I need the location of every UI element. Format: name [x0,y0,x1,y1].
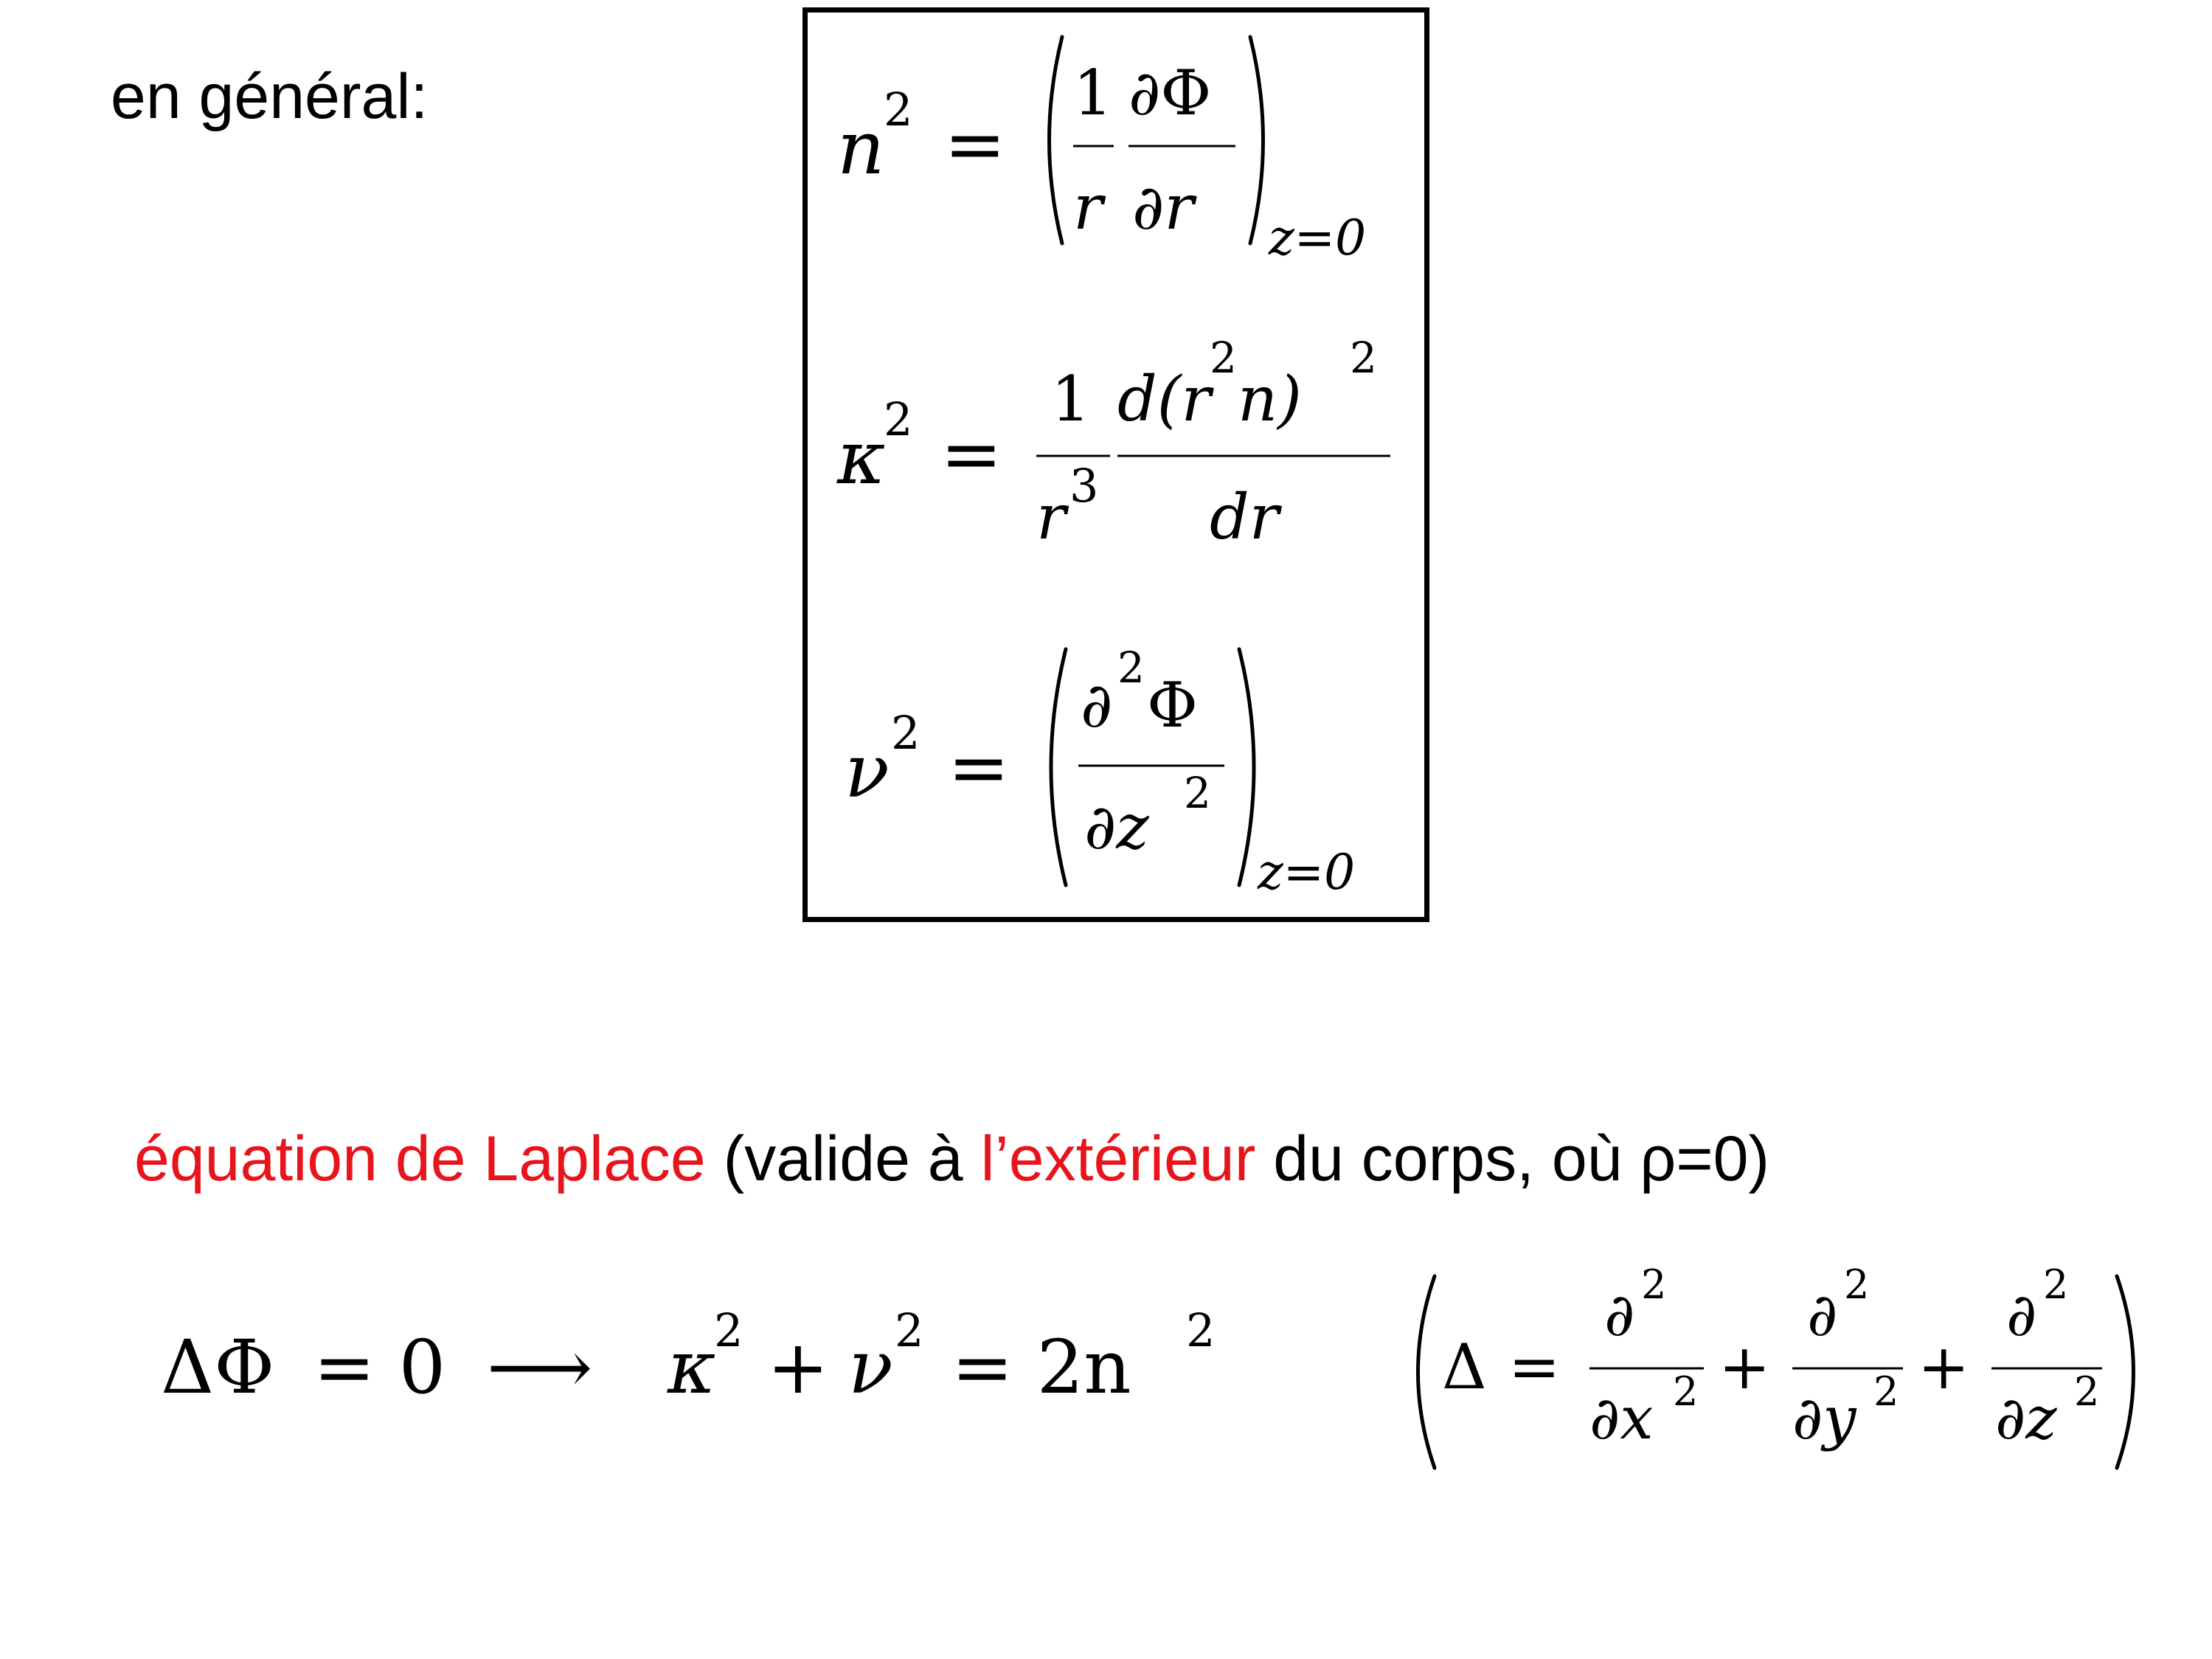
laplacian-x-num: ∂ [1604,1281,1635,1349]
laplace-exterior-highlight: l’extérieur [980,1123,1256,1194]
eq-kappa-lhs: κ [837,415,886,501]
eq-n-lhs: n [837,105,885,191]
eq-kappa-frac-num-exp1: 2 [1210,333,1237,383]
eq-nu-lhs: ν [845,728,890,814]
laplacian-z-num-exp: 2 [2043,1261,2069,1308]
eq-nu-frac-num-b: Φ [1147,669,1198,741]
laplacian-z-den-exp: 2 [2074,1368,2100,1415]
laplacian-x-den-exp: 2 [1673,1368,1699,1415]
eq-nu-lhs-exponent: 2 [891,706,920,760]
bottom-kappa-exponent: 2 [714,1303,743,1357]
eq-n-lhs-exponent: 2 [884,83,913,136]
laplace-title: équation de Laplace [134,1123,706,1194]
bottom-equals-2n: = 2n [951,1324,1131,1410]
laplacian-definition [1418,1261,2134,1468]
eq-n-frac-den: ∂r [1132,171,1194,243]
bottom-equation [161,1303,1215,1410]
eq-kappa-equals: = [940,411,1002,497]
eq-kappa-frac-num-exp2: 2 [1350,333,1377,383]
eq-kappa-frac-num-b: n) [1238,363,1302,435]
bottom-plus: + [767,1324,829,1410]
bottom-nu-exponent: 2 [895,1303,924,1357]
eq-n-equals: = [944,101,1006,187]
eq-n-right-paren [1250,37,1263,243]
bottom-kappa: κ [668,1324,716,1410]
eq-n-subscript: z=0 [1269,209,1367,266]
laplacian-y-den: ∂y [1792,1384,1856,1452]
eq-n-coef-den: r [1073,171,1103,243]
laplacian-equals: = [1508,1331,1561,1403]
eq-nu-right-paren [1239,649,1254,885]
laplacian-plus-2: + [1918,1331,1970,1403]
laplacian-z-num: ∂ [2006,1281,2037,1349]
laplace-validity-intro: (valide à [705,1123,981,1194]
eq-nu-frac-den-exp: 2 [1184,768,1211,818]
laplacian-x-num-exp: 2 [1641,1261,1667,1308]
eq-nu-frac-den-a: ∂z [1084,791,1149,863]
bottom-arrow: ⟶ [487,1324,593,1410]
laplacian-plus-1: + [1719,1331,1771,1403]
equation-n-squared [837,37,1366,266]
intro-label: en général: [111,61,429,132]
eq-n-coef-num: 1 [1073,57,1113,129]
eq-kappa-frac-den: dr [1210,481,1279,553]
eq-kappa-coef-num: 1 [1051,363,1091,435]
eq-kappa-coef-den-exponent: 3 [1069,459,1099,513]
bottom-equals-zero: = 0 [313,1324,446,1410]
laplace-validity-condition: du corps, où ρ=0) [1255,1123,1770,1194]
laplacian-z-den: ∂z [1995,1384,2057,1452]
eq-kappa-frac-num-a: d(r [1117,363,1211,435]
eq-nu-equals: = [948,724,1010,811]
bottom-nu: ν [848,1324,893,1410]
eq-n-frac-num: ∂Φ [1128,57,1212,129]
laplacian-left-paren [1418,1276,1435,1468]
laplacian-y-num: ∂ [1807,1281,1838,1349]
eq-nu-left-paren [1051,649,1066,885]
bottom-delta-phi: ΔΦ [161,1324,275,1410]
laplacian-x-den: ∂x [1589,1384,1654,1452]
laplacian-delta: Δ [1442,1331,1487,1403]
bottom-n-exponent: 2 [1186,1303,1216,1357]
laplace-statement [134,1123,1770,1194]
equation-nu-squared [845,643,1355,901]
eq-nu-subscript: z=0 [1258,844,1356,901]
eq-nu-frac-num-a: ∂ [1081,669,1113,741]
eq-kappa-lhs-exponent: 2 [884,392,913,446]
eq-kappa-coef-den: r [1036,481,1067,553]
laplacian-right-paren [2117,1276,2134,1468]
equation-kappa-squared [836,333,1390,553]
laplacian-y-den-exp: 2 [1873,1368,1899,1415]
eq-nu-frac-num-exp: 2 [1117,643,1145,693]
laplacian-y-num-exp: 2 [1844,1261,1870,1308]
eq-n-left-paren [1050,37,1063,243]
